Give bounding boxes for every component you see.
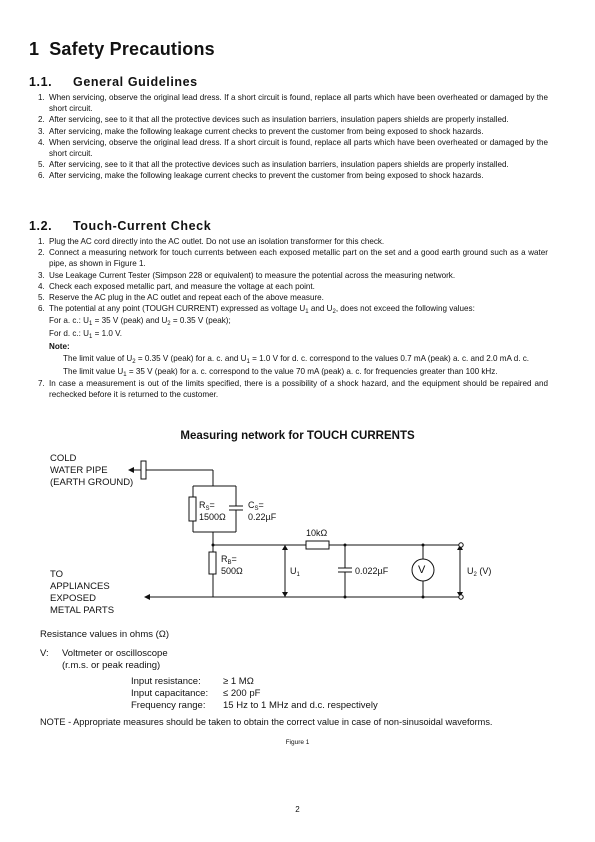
item-number: 1. (38, 93, 45, 102)
item-number: 2. (38, 248, 45, 258)
line-text: = 0.35 V (peak); (170, 316, 231, 326)
label-line: Voltmeter or oscilloscope (62, 648, 168, 659)
u1-label (290, 565, 300, 577)
subscript: 1 (305, 309, 309, 316)
v-description (62, 648, 168, 672)
arrow-up-icon (282, 545, 288, 550)
line-text: = 35 V (peak) for a. c. correspond to the value 70 mA (peak) a. c. for frequencies greater than 100 kHz. (126, 367, 498, 377)
line-text: For d. c.: U (49, 328, 90, 338)
item-number: 7. (38, 379, 45, 389)
item-text: In case a measurement is out of the limits specified, there is a possibility of a shock hazard, and the equipment should be repaired and rechecked before it is returned to the customer. (49, 379, 548, 400)
meter-symbol: V (418, 564, 426, 576)
line-text: = 1.0 V. (92, 328, 123, 338)
u2-label (467, 565, 491, 577)
item-text: and U (308, 304, 333, 314)
note-label: Note: (49, 341, 70, 351)
label-line: WATER PIPE (50, 465, 108, 476)
item-number: 3. (38, 126, 45, 136)
page-number: 2 (295, 805, 300, 814)
rb-value: 500Ω (221, 566, 243, 576)
capacitor-value-label: 0.022µF (355, 566, 389, 576)
label-line: (EARTH GROUND) (50, 477, 134, 488)
label-text: U (290, 566, 297, 576)
label-line: EXPOSED (50, 593, 96, 604)
label-line: TO (50, 569, 64, 580)
label-text: R (199, 500, 206, 510)
item-text: After servicing, see to it that all the protective devices such as insulation barriers, insulation papers shields are properly installed. (49, 115, 509, 125)
measurement-note: NOTE - Appropriate measures should be taken to obtain the correct value in case of non-sinusoidal waveforms. (40, 717, 493, 727)
figure-caption: Figure 1 (285, 739, 310, 746)
item-text: When servicing, observe the original lead dress. If a short circuit is found, replace all parts which have been overheated or damaged by the short circuit. (49, 93, 548, 114)
junction-dot (344, 596, 347, 599)
label-text: = (258, 500, 264, 510)
subscript: 1 (246, 359, 250, 366)
earth-terminal-icon (141, 461, 146, 479)
spec-row (131, 676, 378, 688)
terminal-icon (459, 595, 463, 599)
item-text: After servicing, make the following leakage current checks to prevent the customer from being exposed to shock hazards. (49, 171, 484, 181)
subscript: 2 (167, 321, 171, 328)
item-text: After servicing, see to it that all the protective devices such as insulation barriers, insulation papers shields are properly installed. (49, 160, 509, 170)
label-line: COLD (50, 453, 77, 464)
section-title: General Guidelines (73, 75, 198, 89)
arrow-down-icon (282, 592, 288, 597)
terminal-icon (459, 543, 463, 547)
resistor-rb-icon (209, 552, 216, 574)
item-text: The potential at any point (TOUGH CURRENT) expressed as voltage U (49, 304, 306, 314)
label-line: (r.m.s. or peak reading) (62, 660, 161, 671)
junction-dot (422, 596, 425, 599)
spec-key: Input resistance: (131, 676, 201, 687)
item-number: 4. (38, 137, 45, 147)
junction-dot (212, 544, 215, 547)
figure-title: Measuring network for TOUCH CURRENTS (180, 430, 415, 442)
section-number: 1.2. (29, 219, 53, 233)
label-text: = (209, 500, 215, 510)
section-title: Touch-Current Check (73, 219, 212, 233)
label-text: U (467, 566, 474, 576)
subscript: 1 (89, 333, 93, 340)
subscript: 2 (473, 572, 477, 578)
cold-water-label (50, 453, 133, 489)
item-number: 5. (38, 160, 45, 170)
item-text: Plug the AC cord directly into the AC outlet. Do not use an isolation transformer for this check. (49, 237, 385, 246)
item-text: When servicing, observe the original lead dress. If a short circuit is found, replace all parts which have been overheated or damaged by the short circuit. (49, 137, 548, 159)
subscript: S (254, 506, 259, 512)
spec-key: Input capacitance: (131, 688, 209, 699)
rs-value: 1500Ω (199, 512, 226, 522)
label-text: = (231, 554, 237, 564)
resistor-10k-icon (306, 541, 329, 549)
resistor-rs-icon (189, 497, 196, 521)
subscript: 1 (296, 572, 300, 578)
line-text: The limit value U (63, 367, 124, 377)
label-line: APPLIANCES (50, 581, 110, 592)
spec-row (131, 688, 378, 700)
spec-value: 15 Hz to 1 MHz and d.c. respectively (223, 700, 378, 711)
resistance-note: Resistance values in ohms (Ω) (40, 629, 170, 640)
rs-label (199, 499, 226, 523)
line-text: = 1.0 V for d. c. correspond to the values 0.7 mA (peak) a. c. and 2.0 mA d. c. (249, 354, 530, 364)
item-number: 4. (38, 281, 45, 291)
cs-label (248, 499, 276, 523)
item-number: 3. (38, 270, 45, 280)
spec-list (131, 676, 378, 712)
line-text: For a. c.: U (49, 316, 90, 326)
subscript: B (227, 560, 232, 566)
item-text: Check each exposed metallic part, and measure the voltage at each point. (49, 281, 315, 291)
arrow-left-icon (144, 594, 150, 600)
item-number: 1. (38, 237, 45, 246)
junction-dot (344, 544, 347, 547)
spec-row (131, 700, 378, 712)
item-text: After servicing, make the following leakage current checks to prevent the customer from being exposed to shock hazards. (49, 126, 484, 136)
label-text: C (248, 500, 255, 510)
line-text: The limit value of U (63, 354, 133, 364)
cs-value: 0.22µF (248, 512, 277, 522)
subscript: S (205, 506, 210, 512)
title-text: Safety Precautions (49, 39, 215, 59)
appliances-label (50, 569, 114, 617)
section-number: 1.1. (29, 75, 53, 89)
title-number: 1 (29, 39, 40, 59)
spec-value: ≤ 200 pF (223, 688, 261, 699)
item-number: 2. (38, 115, 45, 125)
subscript: 2 (332, 309, 336, 316)
junction-dot (422, 544, 425, 547)
subscript: 1 (123, 372, 127, 379)
spec-value: ≥ 1 MΩ (223, 676, 254, 687)
v-label: V: (40, 648, 49, 659)
label-line: METAL PARTS (50, 605, 115, 616)
r10k-label: 10kΩ (306, 528, 328, 538)
line-text: = 0.35 V (peak) for a. c. and U (135, 354, 247, 364)
rb-label (221, 553, 243, 577)
item-text: Reserve the AC plug in the AC outlet and repeat each of the above measure. (49, 293, 324, 303)
item-number: 5. (38, 293, 45, 303)
label-text: R (221, 554, 228, 564)
item-number: 6. (38, 304, 45, 314)
item-text: Use Leakage Current Tester (Simpson 228 or equivalent) to measure the potential across the measuring network. (49, 270, 456, 280)
subscript: 1 (89, 321, 93, 328)
line-text: = 35 V (peak) and U (92, 316, 168, 326)
label-text: (V) (476, 566, 492, 576)
item-number: 6. (38, 171, 45, 181)
subscript: 2 (132, 359, 136, 366)
item-text: Connect a measuring network for touch currents between each exposed metallic part on the set and a good earth ground such as a water pipe, as shown in Figure 1. (49, 248, 548, 269)
spec-key: Frequency range: (131, 700, 206, 711)
item-text: , does not exceed the following values: (335, 304, 475, 314)
